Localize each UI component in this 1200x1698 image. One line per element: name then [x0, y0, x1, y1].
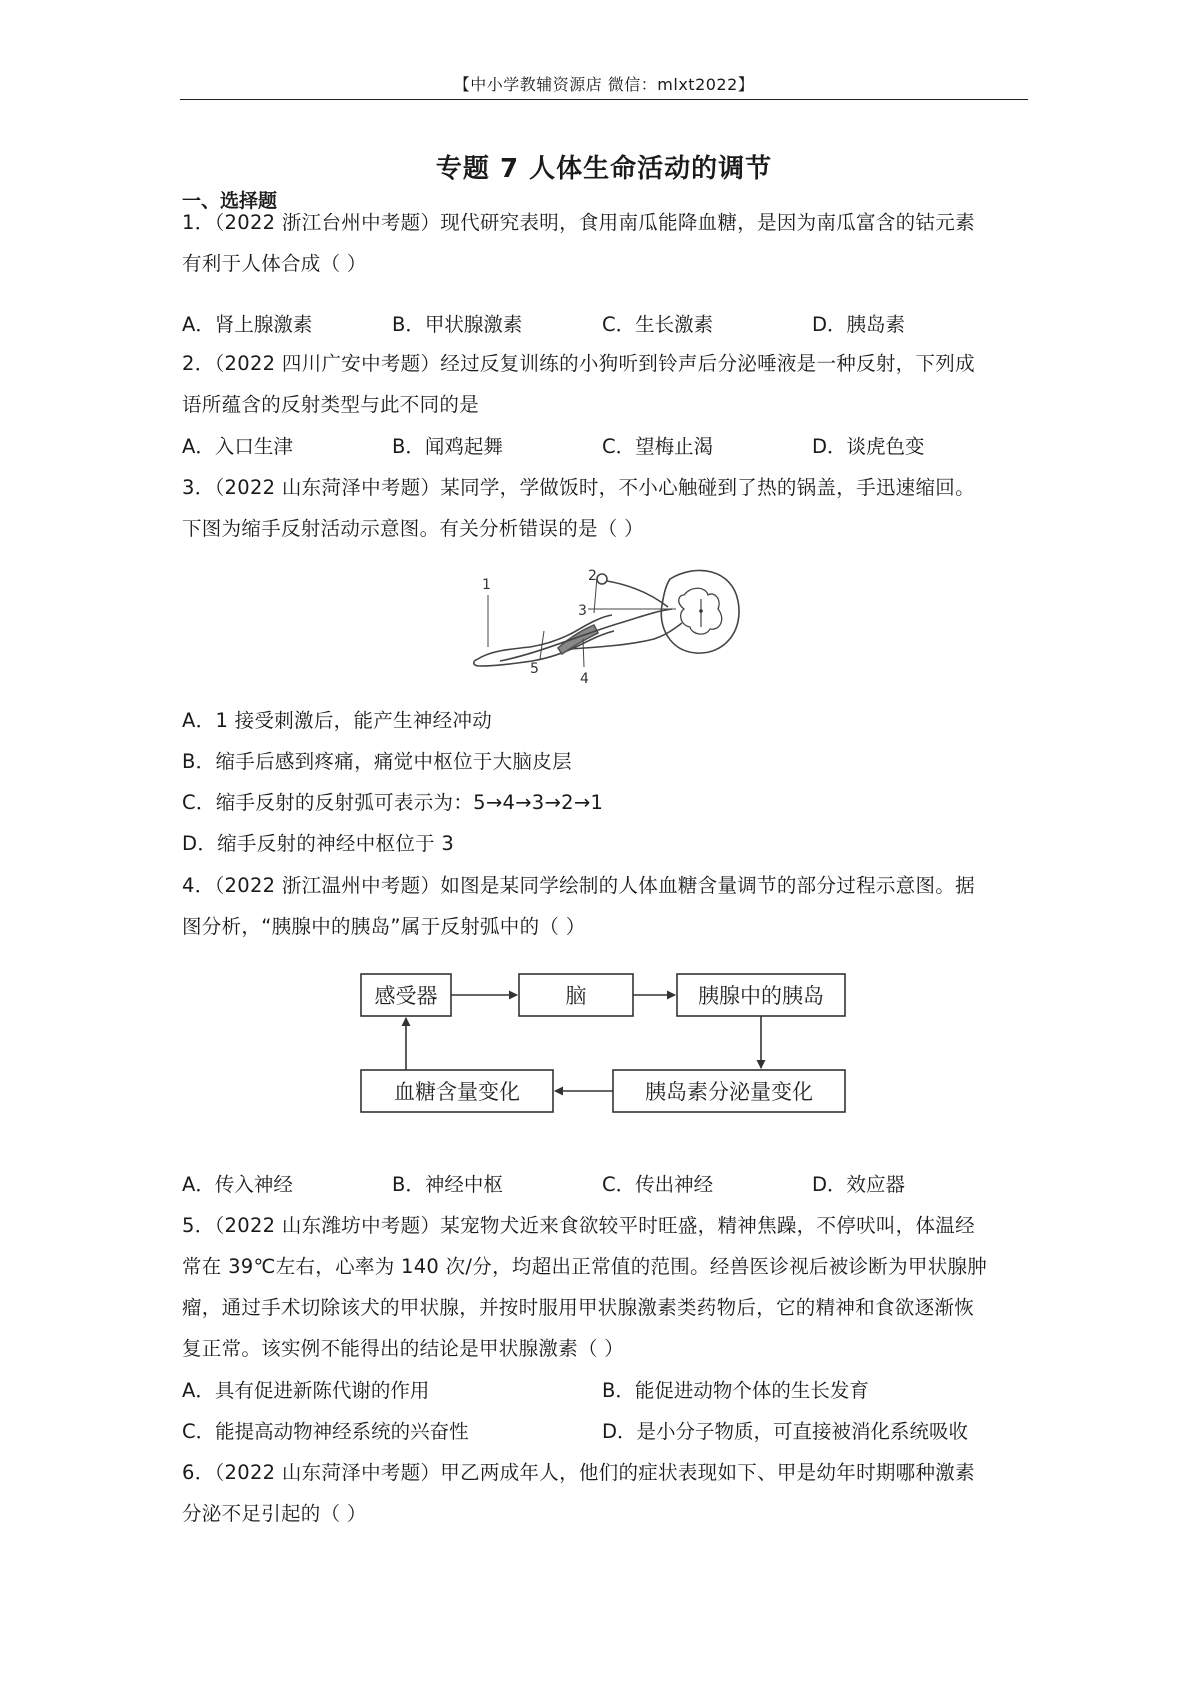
question-2-stem — [182, 343, 1027, 425]
question-5-option-a: A．具有促进新陈代谢的作用 — [182, 1379, 430, 1402]
question-1-options — [182, 304, 1027, 345]
flow-glucose-label: 血糖含量变化 — [394, 1080, 520, 1104]
dorsal-root — [607, 581, 668, 607]
flow-islet-label: 胰腺中的胰岛 — [698, 984, 824, 1008]
question-3-stem — [182, 467, 1027, 549]
finger-tip — [474, 659, 480, 666]
section-heading: 一、选择题 — [182, 190, 278, 212]
question-1-option-d: D．胰岛素 — [812, 313, 906, 336]
question-1-option-c: C．生长激素 — [602, 313, 714, 336]
flow-insulin-label: 胰岛素分泌量变化 — [645, 1080, 813, 1104]
question-4-option-c: C．传出神经 — [602, 1173, 714, 1196]
question-1-line-1: 1．（2022 浙江台州中考题）现代研究表明，食用南瓜能降血糖，是因为南瓜富含的钴元素 — [182, 211, 975, 234]
question-5-options-row-2 — [182, 1411, 1027, 1452]
question-5-stem — [182, 1205, 1027, 1369]
figure-label-4: 4 — [580, 671, 589, 687]
question-2-option-c: C．望梅止渴 — [602, 435, 714, 458]
question-6-line-2: 分泌不足引起的（ ） — [182, 1502, 367, 1525]
question-5-line-2: 常在 39℃左右，心率为 140 次/分，均超出正常值的范围。经兽医诊视后被诊断为甲状腺肿 — [182, 1255, 988, 1278]
question-5-option-d: D．是小分子物质，可直接被消化系统吸收 — [602, 1420, 969, 1443]
question-3-option-a: A．1 接受刺激后，能产生神经冲动 — [182, 709, 493, 732]
reflex-arc-figure — [470, 565, 740, 690]
figure-label-2: 2 — [588, 568, 597, 584]
question-4-line-2: 图分析，“胰腺中的胰岛”属于反射弧中的（ ） — [182, 915, 586, 938]
flow-receptor-label: 感受器 — [374, 984, 438, 1008]
question-5-line-4: 复正常。该实例不能得出的结论是甲状腺激素（ ） — [182, 1337, 625, 1360]
question-4-options — [182, 1164, 1027, 1205]
question-5-line-3: 瘤，通过手术切除该犬的甲状腺，并按时服用甲状腺激素类药物后，它的精神和食欲逐渐恢 — [182, 1296, 975, 1319]
question-4-line-1: 4．（2022 浙江温州中考题）如图是某同学绘制的人体血糖含量调节的部分过程示意图。据 — [182, 874, 975, 897]
question-1-option-b: B．甲状腺激素 — [392, 313, 523, 336]
question-2-option-d: D．谈虎色变 — [812, 435, 925, 458]
question-5-option-c: C．能提高动物神经系统的兴奋性 — [182, 1420, 469, 1443]
question-5-options-row-1 — [182, 1370, 1027, 1411]
question-5-line-1: 5．（2022 山东潍坊中考题）某宠物犬近来食欲较平时旺盛，精神焦躁，不停吠叫，体温经 — [182, 1214, 975, 1237]
flow-brain-label: 脑 — [565, 984, 587, 1008]
page-title: 专题 7 人体生命活动的调节 — [435, 154, 773, 184]
question-4-option-a: A．传入神经 — [182, 1173, 293, 1196]
question-3-option-d: D．缩手反射的神经中枢位于 3 — [182, 832, 455, 855]
figure-label-5: 5 — [530, 661, 539, 677]
page-header: 【中小学教辅资源店 微信：mlxt2022】 — [453, 75, 755, 94]
figure-label-3: 3 — [578, 603, 587, 619]
question-1-line-2: 有利于人体合成（ ） — [182, 252, 367, 275]
question-3-line-1: 3．（2022 山东菏泽中考题）某同学，学做饭时，不小心触碰到了热的锅盖，手迅速缩回。 — [182, 476, 975, 499]
question-6-line-1: 6．（2022 山东菏泽中考题）甲乙两成年人，他们的症状表现如下、甲是幼年时期哪种激素 — [182, 1461, 975, 1484]
question-1-stem — [182, 202, 1027, 284]
figure-label-1: 1 — [482, 577, 491, 593]
question-4-option-d: D．效应器 — [812, 1173, 906, 1196]
question-2-option-a: A．入口生津 — [182, 435, 293, 458]
question-5-option-b: B．能促进动物个体的生长发育 — [602, 1379, 869, 1402]
question-3-options — [182, 700, 1027, 864]
question-1-option-a: A．肾上腺激素 — [182, 313, 313, 336]
question-2-line-2: 语所蕴含的反射类型与此不同的是 — [182, 393, 480, 416]
question-2-line-1: 2．（2022 四川广安中考题）经过反复训练的小狗听到铃声后分泌唾液是一种反射，下列成 — [182, 352, 975, 375]
glucose-regulation-flowchart — [355, 968, 855, 1118]
question-3-option-c: C．缩手反射的反射弧可表示为：5→4→3→2→1 — [182, 791, 604, 814]
question-6-stem — [182, 1452, 1027, 1534]
question-3-option-b: B．缩手后感到疼痛，痛觉中枢位于大脑皮层 — [182, 750, 572, 773]
header-divider — [180, 99, 1028, 100]
question-4-option-b: B．神经中枢 — [392, 1173, 503, 1196]
question-2-option-b: B．闻鸡起舞 — [392, 435, 503, 458]
question-3-line-2: 下图为缩手反射活动示意图。有关分析错误的是（ ） — [182, 517, 644, 540]
question-4-stem — [182, 865, 1027, 947]
ganglion — [597, 574, 607, 584]
central-canal — [699, 609, 703, 613]
question-2-options — [182, 426, 1027, 467]
